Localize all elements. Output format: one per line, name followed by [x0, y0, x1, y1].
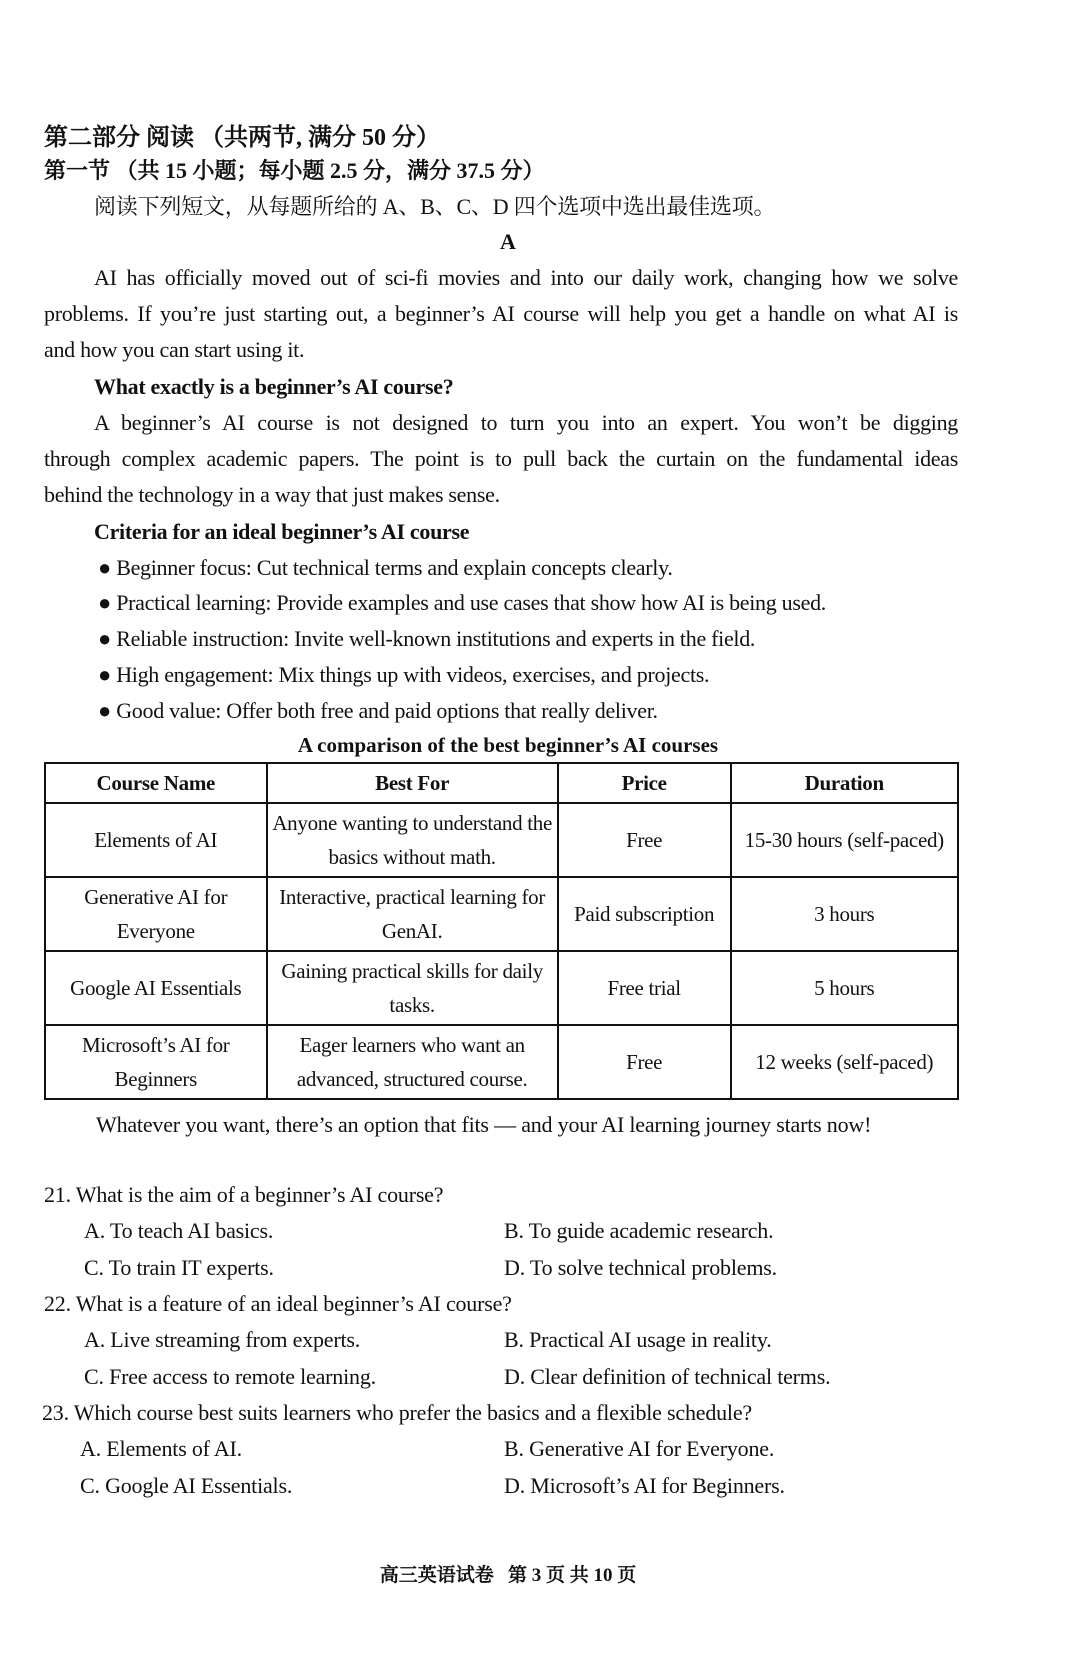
table-title: A comparison of the best beginner’s AI courses [297, 733, 719, 757]
option-a[interactable]: A. Live streaming from experts. [84, 1327, 361, 1352]
option-a[interactable]: A. To teach AI basics. [84, 1218, 274, 1243]
intro-line: AI has officially moved out of sci-fi movies and into our daily work, changing how we solve [94, 265, 958, 290]
option-c[interactable]: C. To train IT experts. [84, 1255, 274, 1280]
duration: 3 hours [731, 877, 958, 951]
table-row [45, 1025, 958, 1099]
column-header: Course Name [45, 763, 267, 803]
intro-line: and how you can start using it. [44, 337, 305, 362]
option-b[interactable]: B. Practical AI usage in reality. [504, 1327, 772, 1352]
question-22: 22. What is a feature of an ideal beginner’s AI course? [44, 1291, 512, 1316]
bullet-text: Good value: Offer both free and paid options that really deliver. [116, 698, 658, 723]
best-for: Anyone wanting to understand the basics without math. [267, 803, 558, 877]
bullet-text: Beginner focus: Cut technical terms and explain concepts clearly. [116, 555, 673, 580]
bullet-item: ● High engagement: Mix things up with videos, exercises, and projects. [98, 662, 710, 687]
page-footer: 高三英语试卷 第 3 页 共 10 页 [379, 1565, 637, 1586]
bullet-text: Practical learning: Provide examples and use cases that show how AI is being used. [116, 590, 826, 615]
price: Paid subscription [558, 877, 731, 951]
price: Free [558, 1025, 731, 1099]
part-heading: 第二部分 阅读 （共两节, 满分 50 分） [44, 125, 440, 151]
duration: 12 weeks (self-paced) [731, 1025, 958, 1099]
option-a[interactable]: A. Elements of AI. [80, 1436, 242, 1461]
closing-line: Whatever you want, there’s an option that fits — and your AI learning journey starts now! [96, 1112, 872, 1137]
table-header-row [45, 763, 958, 803]
paragraph-line: A beginner’s AI course is not designed to turn you into an expert. You won’t be digging [94, 410, 958, 435]
option-d[interactable]: D. Microsoft’s AI for Beginners. [504, 1473, 785, 1498]
bullet-item: ● Reliable instruction: Invite well-known institutions and experts in the field. [98, 626, 756, 651]
price: Free trial [558, 951, 731, 1025]
duration: 5 hours [731, 951, 958, 1025]
subheading: Criteria for an ideal beginner’s AI course [94, 519, 470, 544]
course-name: Google AI Essentials [45, 951, 267, 1025]
question-23: 23. Which course best suits learners who prefer the basics and a flexible schedule? [42, 1400, 752, 1425]
course-name: Elements of AI [45, 803, 267, 877]
column-header: Duration [731, 763, 958, 803]
question-21: 21. What is the aim of a beginner’s AI course? [44, 1182, 444, 1207]
instruction: 阅读下列短文，从每题所给的 A、B、C、D 四个选项中选出最佳选项。 [94, 194, 776, 219]
bullet-text: Reliable instruction: Invite well-known institutions and experts in the field. [116, 626, 756, 651]
best-for: Gaining practical skills for daily tasks. [267, 951, 558, 1025]
paragraph-line: through complex academic papers. The point is to pull back the curtain on the fundamental ideas [44, 446, 958, 471]
bullet-item: ● Good value: Offer both free and paid options that really deliver. [98, 698, 658, 723]
section-heading: 第一节 （共 15 小题；每小题 2.5 分，满分 37.5 分） [44, 158, 545, 183]
paragraph-line: behind the technology in a way that just makes sense. [44, 482, 500, 507]
table-row [45, 951, 958, 1025]
bullet-item: ● Practical learning: Provide examples and use cases that show how AI is being used. [98, 590, 826, 615]
course-name: Generative AI for Everyone [45, 877, 267, 951]
option-c[interactable]: C. Google AI Essentials. [80, 1473, 293, 1498]
option-b[interactable]: B. Generative AI for Everyone. [504, 1436, 775, 1461]
course-name: Microsoft’s AI for Beginners [45, 1025, 267, 1099]
intro-line: problems. If you’re just starting out, a beginner’s AI course will help you get a handle on what AI is [44, 301, 958, 326]
duration: 15-30 hours (self-paced) [731, 803, 958, 877]
course-comparison-table [44, 762, 959, 1100]
table-row [45, 877, 958, 951]
price: Free [558, 803, 731, 877]
best-for: Interactive, practical learning for GenAI. [267, 877, 558, 951]
option-c[interactable]: C. Free access to remote learning. [84, 1364, 376, 1389]
option-d[interactable]: D. To solve technical problems. [504, 1255, 777, 1280]
column-header: Best For [267, 763, 558, 803]
column-header: Price [558, 763, 731, 803]
bullet-item: ● Beginner focus: Cut technical terms and explain concepts clearly. [98, 555, 673, 580]
subheading: What exactly is a beginner’s AI course? [94, 374, 454, 399]
bullet-text: High engagement: Mix things up with videos, exercises, and projects. [116, 662, 710, 687]
passage-label: A [500, 229, 516, 254]
option-b[interactable]: B. To guide academic research. [504, 1218, 774, 1243]
option-d[interactable]: D. Clear definition of technical terms. [504, 1364, 831, 1389]
best-for: Eager learners who want an advanced, structured course. [267, 1025, 558, 1099]
table-row [45, 803, 958, 877]
